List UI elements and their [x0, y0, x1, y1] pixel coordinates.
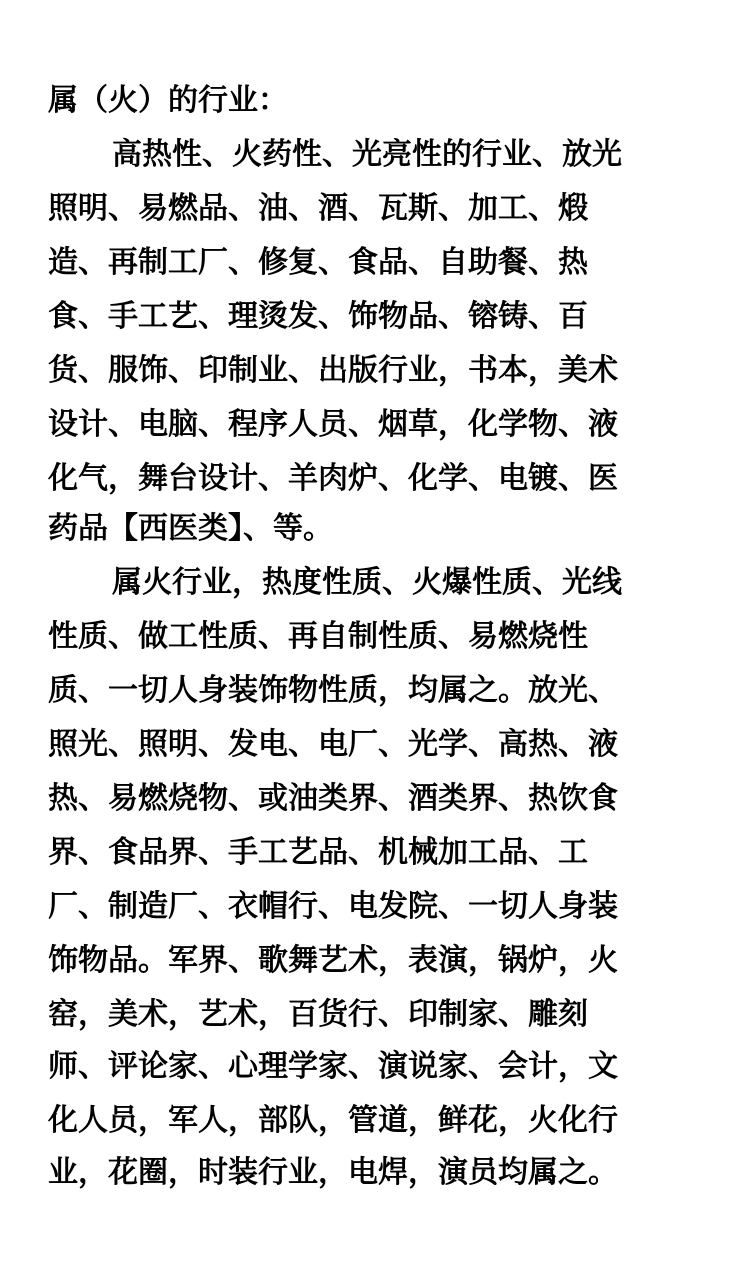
paragraph-line: 食、手工艺、理烫发、饰物品、镕铸、百 [48, 299, 588, 334]
paragraph-line: 照光、照明、发电、电厂、光学、高热、液 [48, 727, 618, 762]
paragraph-line: 饰物品。军界、歌舞艺术，表演，锅炉，火 [48, 943, 618, 978]
paragraph-line: 界、食品界、手工艺品、机械加工品、工 [48, 835, 588, 870]
paragraph-line: 高热性、火药性、光亮性的行业、放光 [112, 137, 622, 172]
paragraph-line: 属火行业，热度性质、火爆性质、光线 [112, 565, 622, 600]
paragraph-line: 设计、电脑、程序人员、烟草，化学物、液 [48, 407, 618, 442]
paragraph-line: 造、再制工厂、修复、食品、自助餐、热 [48, 245, 588, 280]
paragraph-line: 药品【西医类】、等。 [48, 511, 333, 546]
paragraph-line: 货、服饰、印制业、出版行业，书本，美术 [48, 353, 618, 388]
document-heading: 属（火）的行业： [48, 83, 288, 118]
paragraph-line: 化气，舞台设计、羊肉炉、化学、电镀、医 [48, 461, 618, 496]
paragraph-line: 厂、制造厂、衣帽行、电发院、一切人身装 [48, 889, 618, 924]
paragraph-line: 窑，美术，艺术，百货行、印制家、雕刻 [48, 997, 588, 1032]
paragraph-line: 质、一切人身装饰物性质，均属之。放光、 [48, 673, 618, 708]
paragraph-line: 化人员，军人，部队，管道，鲜花，火化行 [48, 1103, 618, 1138]
paragraph-line: 热、易燃烧物、或油类界、酒类界、热饮食 [48, 781, 618, 816]
paragraph-line: 业，花圈，时装行业，电焊，演员均属之。 [48, 1155, 618, 1190]
paragraph-line: 照明、易燃品、油、酒、瓦斯、加工、煅 [48, 191, 588, 226]
paragraph-line: 性质、做工性质、再自制性质、易燃烧性 [48, 619, 588, 654]
paragraph-line: 师、评论家、心理学家、演说家、会计，文 [48, 1049, 618, 1084]
